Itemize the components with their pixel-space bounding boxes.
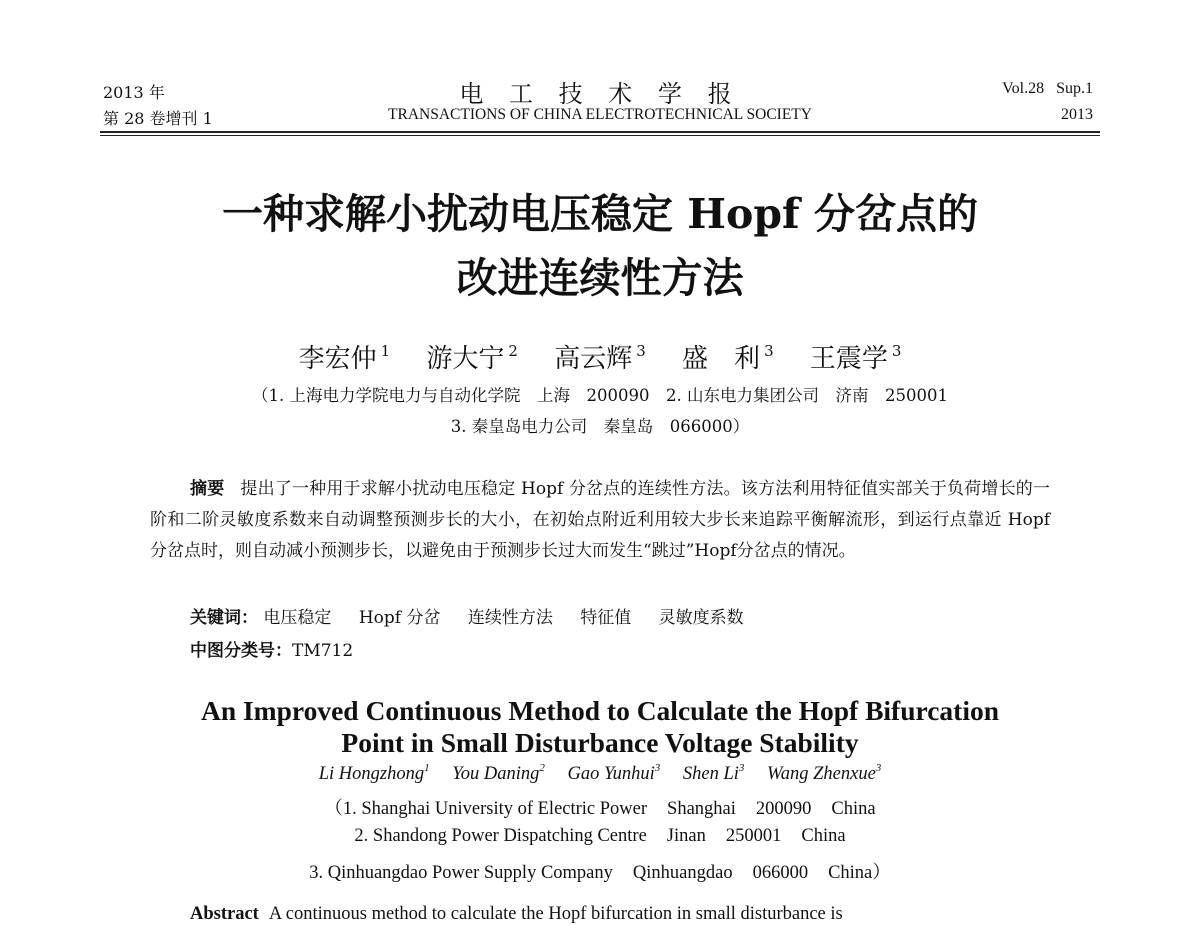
abstract-en-text: A continuous method to calculate the Hopf bifurcation in small disturbance is bbox=[268, 904, 843, 924]
paper-title-en-line1: An Improved Continuous Method to Calculate the Hopf Bifurcation bbox=[200, 695, 1000, 726]
affiliation-en-line1: （1. Shanghai University of Electric Power Shanghai 200090 China bbox=[324, 799, 876, 819]
author-zh: 高云辉 $^3$ bbox=[554, 342, 646, 374]
paper-title-zh-line2: 改进连续性方法 bbox=[456, 254, 744, 302]
affiliation-zh-line1: （1. 上海电力学院电力与自动化学院 上海 200090 2. 山东电力集团公司 济南 250001 bbox=[252, 386, 948, 405]
abstract-zh-text: 提出了一种用于求解小扰动电压稳定 Hopf 分岔点的连续性方法。该方法利用特征值实部关于负荷增长的一阶和二阶灵敏度系数来自动调整预测步长的大小，在初始点附近利用较大步长来追踪平衡解流形，到运行点靠近 Hopf 分岔点时，则自动减小预测步长，以避免由于预测步长过大而发生“跳过”Hopf分岔点的情况。 bbox=[150, 479, 1051, 561]
author-en: Gao Yunhui$^3$ bbox=[567, 762, 661, 784]
keyword: 电压稳定 bbox=[263, 608, 332, 628]
header-volume: 第 28 卷增刊 1 bbox=[103, 109, 213, 128]
author-zh: 盛 利 $^3$ bbox=[682, 342, 774, 374]
header-year-en: 2013 bbox=[1061, 106, 1093, 123]
affiliation-zh-line2: 3. 秦皇岛电力公司 秦皇岛 066000） bbox=[450, 417, 750, 436]
header-rule-thick bbox=[100, 131, 1100, 133]
author-en: You Daning$^2$ bbox=[452, 762, 545, 784]
header-rule-thin bbox=[100, 135, 1100, 136]
classification-value: TM712 bbox=[292, 641, 354, 661]
affiliation-en-line3: 3. Qinhuangdao Power Supply Company Qinhuangdao 066000 China） bbox=[309, 863, 891, 883]
paper-title-en-line2: Point in Small Disturbance Voltage Stability bbox=[341, 727, 859, 758]
journal-title-en: TRANSACTIONS OF CHINA ELECTROTECHNICAL SOCIETY bbox=[388, 106, 812, 123]
affiliation-en-line2: 2. Shandong Power Dispatching Centre Jinan 250001 China bbox=[354, 826, 846, 846]
journal-title-zh: 电 工 技 术 学 报 bbox=[459, 80, 741, 108]
header-year: 2013 年 bbox=[103, 83, 165, 102]
author-list-zh bbox=[100, 338, 1100, 375]
abstract-en bbox=[190, 904, 1050, 925]
abstract-zh bbox=[150, 474, 1050, 567]
keyword: 连续性方法 bbox=[467, 608, 553, 628]
keywords-label: 关键词： bbox=[190, 608, 258, 628]
keyword: Hopf 分岔 bbox=[358, 608, 441, 628]
abstract-en-label: Abstract bbox=[190, 904, 259, 924]
author-zh: 游大宁 $^2$ bbox=[426, 342, 518, 374]
keyword: 特征值 bbox=[580, 608, 632, 628]
header-volume-en: Vol.28 Sup.1 bbox=[1002, 80, 1093, 97]
paper-title-zh-line1: 一种求解小扰动电压稳定 Hopf 分岔点的 bbox=[222, 190, 978, 238]
author-list-en bbox=[100, 762, 1100, 785]
classification bbox=[190, 636, 353, 661]
keywords bbox=[190, 603, 766, 628]
abstract-zh-label: 摘要 bbox=[190, 479, 225, 499]
author-en: Li Hongzhong$^1$ bbox=[318, 762, 430, 784]
author-en: Shen Li$^3$ bbox=[682, 762, 745, 784]
keyword: 灵敏度系数 bbox=[658, 608, 744, 628]
author-zh: 王震学 $^3$ bbox=[809, 342, 902, 374]
classification-label: 中图分类号： bbox=[190, 641, 292, 661]
author-en: Wang Zhenxue$^3$ bbox=[767, 762, 882, 784]
author-zh: 李宏仲 $^1$ bbox=[298, 342, 391, 374]
